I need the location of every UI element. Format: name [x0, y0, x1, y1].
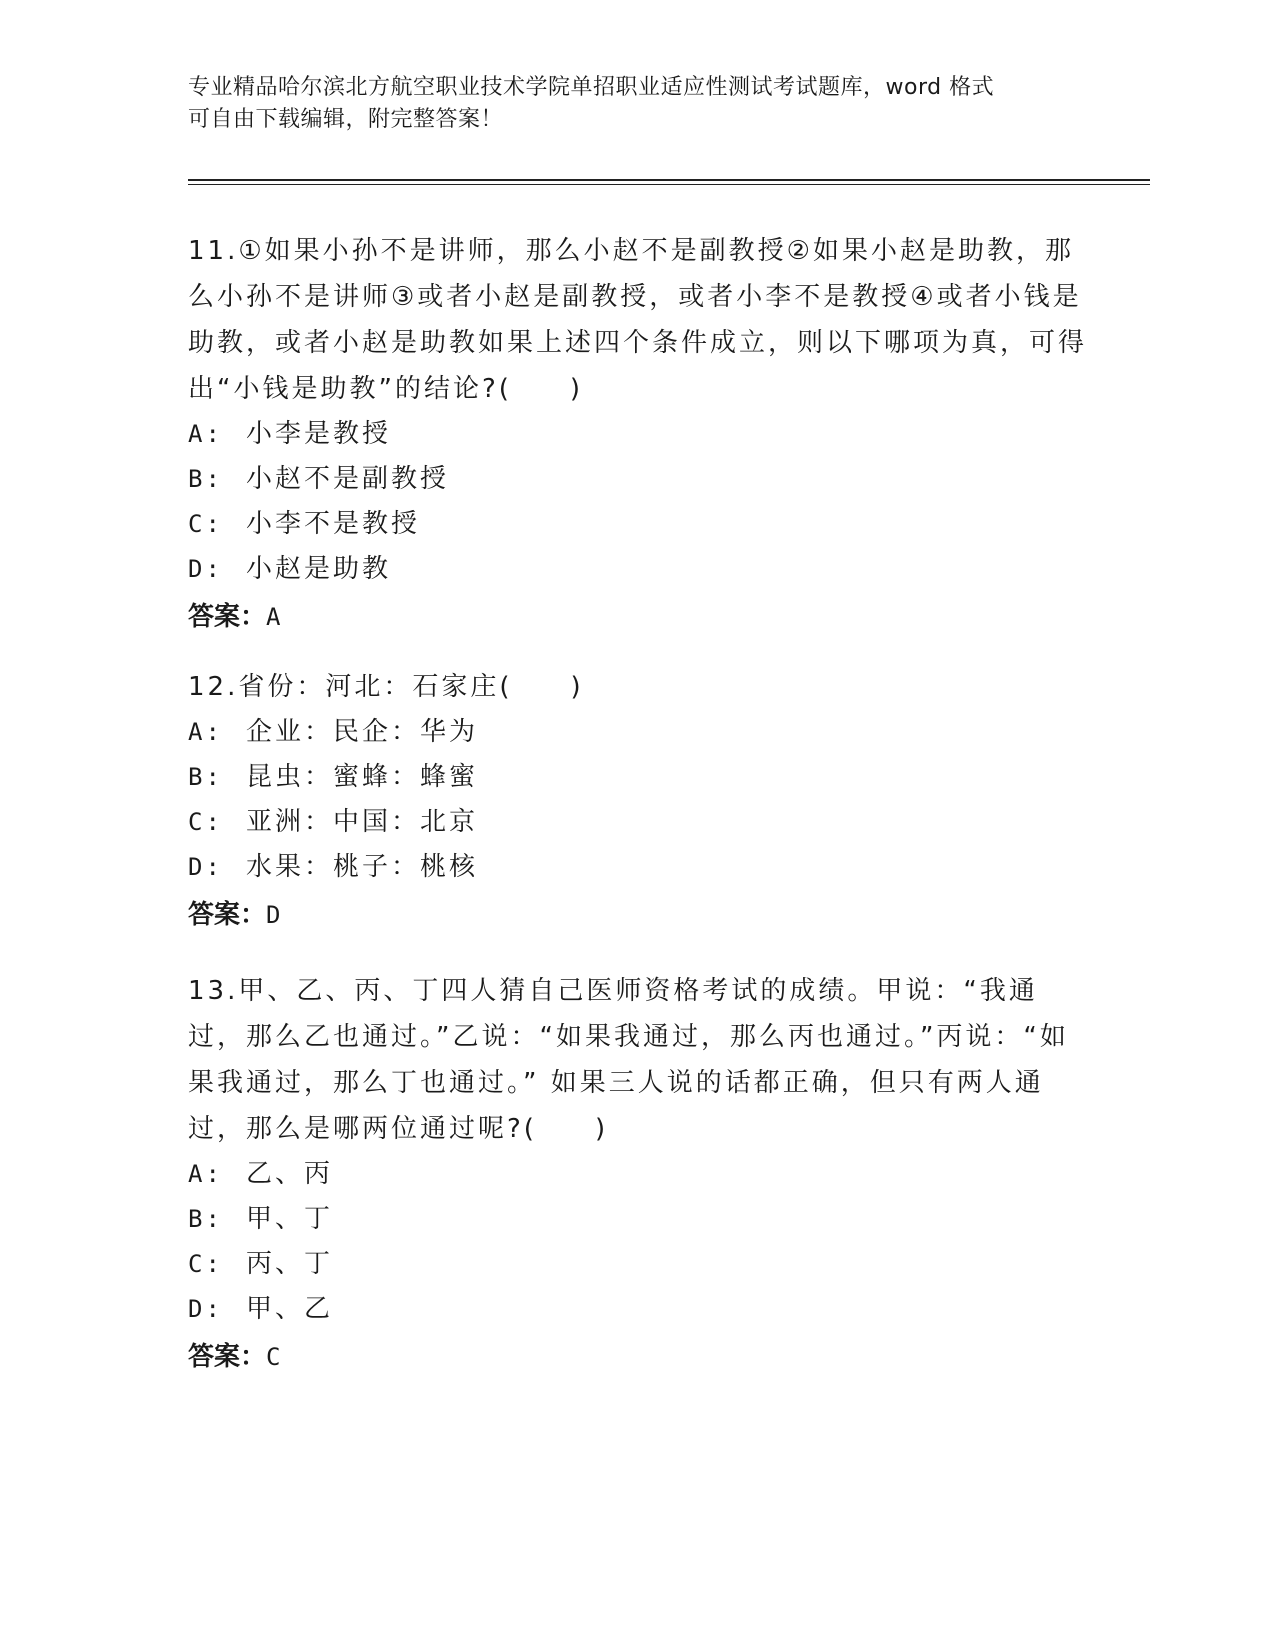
header-line-1: 专业精品哈尔滨北方航空职业技术学院单招职业适应性测试考试题库，word 格式: [188, 75, 995, 100]
option-d: [188, 1287, 1088, 1332]
answer-label: 答案：: [188, 602, 267, 632]
answer-line: [188, 892, 1088, 938]
option-text: 昆虫：蜜蜂：蜂蜜: [246, 762, 479, 792]
option-text: 小李是教授: [246, 419, 392, 449]
option-c: [188, 1242, 1088, 1287]
question-11: [188, 228, 1088, 640]
option-text: 丙、丁: [246, 1249, 334, 1279]
question-12: [188, 664, 1088, 938]
question-stem: 13.甲、乙、丙、丁四人猜自己医师资格考试的成绩。甲说：“我通过，那么乙也通过。”乙说：“如果我通过，那么丙也通过。”丙说：“如果我通过，那么丁也通过。” 如果三人说的话都正确，但只有两人通过，那么是哪两位通过呢?( ): [188, 976, 1069, 1144]
option-text: 乙、丙: [246, 1159, 334, 1189]
option-text: 甲、丁: [246, 1204, 334, 1234]
option-text: 小赵不是副教授: [246, 464, 450, 494]
answer-line: [188, 1334, 1088, 1380]
question-stem: 11.①如果小孙不是讲师，那么小赵不是副教授②如果小赵是助教，那么小孙不是讲师③或者小赵是副教授，或者小李不是教授④或者小钱是助教，或者小赵是助教如果上述四个条件成立，则以下哪项为真，可得出“小钱是助教”的结论?( ): [188, 236, 1088, 404]
option-label: B:: [188, 465, 223, 493]
option-a: [188, 412, 1088, 457]
option-label: C:: [188, 510, 223, 538]
answer-value: D: [266, 901, 281, 929]
option-label: D:: [188, 853, 223, 881]
option-label: A:: [188, 1160, 223, 1188]
option-b: [188, 1197, 1088, 1242]
document-header: [188, 72, 1068, 136]
option-c: [188, 800, 1088, 845]
option-text: 水果：桃子：桃核: [246, 852, 479, 882]
option-text: 小赵是助教: [246, 554, 392, 584]
option-text: 甲、乙: [246, 1294, 334, 1324]
option-b: [188, 457, 1088, 502]
option-label: C:: [188, 808, 223, 836]
answer-value: A: [266, 603, 281, 631]
option-label: C:: [188, 1250, 223, 1278]
option-label: D:: [188, 1295, 223, 1323]
option-label: D:: [188, 555, 223, 583]
option-label: B:: [188, 763, 223, 791]
header-divider-thick: [188, 179, 1150, 181]
question-13: [188, 968, 1088, 1380]
answer-value: C: [266, 1343, 281, 1371]
option-label: A:: [188, 420, 223, 448]
option-a: [188, 1152, 1088, 1197]
header-divider-thin: [188, 184, 1150, 185]
option-label: B:: [188, 1205, 223, 1233]
option-c: [188, 502, 1088, 547]
option-text: 企业：民企：华为: [246, 717, 479, 747]
answer-line: [188, 594, 1088, 640]
option-a: [188, 710, 1088, 755]
question-stem: 12.省份：河北：石家庄( ): [188, 672, 584, 702]
option-b: [188, 755, 1088, 800]
answer-label: 答案：: [188, 900, 267, 930]
option-d: [188, 547, 1088, 592]
option-label: A:: [188, 718, 223, 746]
header-line-2: 可自由下载编辑，附完整答案！: [188, 107, 504, 132]
option-text: 小李不是教授: [246, 509, 421, 539]
option-d: [188, 845, 1088, 890]
option-text: 亚洲：中国：北京: [246, 807, 479, 837]
answer-label: 答案：: [188, 1342, 267, 1372]
